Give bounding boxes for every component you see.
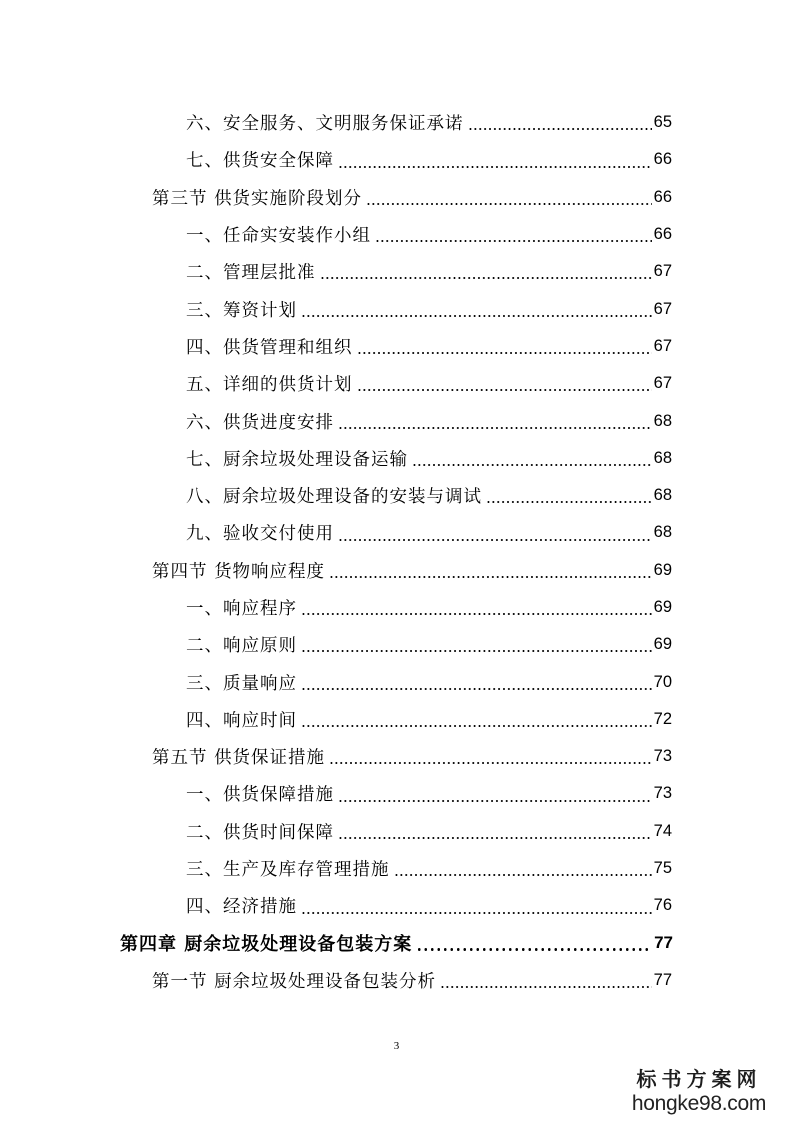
toc-entry-item[interactable] [0, 328, 793, 365]
toc-entry-item[interactable] [0, 663, 793, 700]
toc-entry-title: 第四节 货物响应程度 [152, 561, 326, 582]
toc-entry-title: 第四章 厨余垃圾处理设备包装方案 [120, 934, 413, 956]
toc-entry-page: 66 [653, 187, 672, 206]
toc-entry-page: 67 [653, 336, 672, 355]
toc-entry-item[interactable] [0, 141, 793, 178]
toc-entry-page: 77 [653, 970, 672, 989]
toc-entry-title: 四、供货管理和组织 [186, 337, 353, 358]
toc-entry-section[interactable] [0, 962, 793, 999]
toc-dot-leader [357, 352, 652, 354]
toc-entry-page: 73 [653, 784, 672, 803]
toc-dot-leader [329, 576, 652, 578]
toc-entry-title: 第五节 供货保证措施 [152, 748, 326, 769]
toc-dot-leader [416, 948, 652, 951]
toc-dot-leader [366, 203, 652, 205]
toc-entry-page: 69 [653, 598, 672, 616]
watermark-url: hongke98.com [631, 1092, 767, 1115]
table-of-contents [0, 104, 793, 999]
toc-entry-section[interactable] [0, 552, 793, 589]
toc-dot-leader [338, 166, 652, 168]
toc-entry-page: 69 [653, 635, 672, 654]
toc-entry-item[interactable] [0, 775, 793, 812]
toc-dot-leader [486, 501, 652, 503]
toc-entry-page: 68 [653, 486, 672, 505]
toc-entry-page: 67 [653, 262, 672, 281]
toc-entry-item[interactable] [0, 887, 793, 924]
toc-entry-title: 一、任命实安装作小组 [186, 226, 371, 247]
toc-entry-title: 九、验收交付使用 [186, 524, 334, 545]
toc-entry-page: 65 [653, 113, 672, 132]
toc-entry-section[interactable] [0, 179, 793, 216]
toc-entry-title: 三、质量响应 [186, 673, 297, 694]
toc-dot-leader [320, 277, 652, 279]
toc-dot-leader [338, 837, 652, 839]
toc-dot-leader [440, 986, 652, 988]
toc-entry-title: 第三节 供货实施阶段划分 [152, 188, 363, 209]
toc-entry-title: 一、响应程序 [186, 599, 297, 619]
toc-entry-page: 67 [653, 299, 672, 318]
toc-dot-leader [329, 762, 652, 764]
toc-entry-item[interactable] [0, 514, 793, 551]
toc-entry-title: 第一节 厨余垃圾处理设备包装分析 [152, 971, 437, 992]
toc-dot-leader [394, 874, 652, 876]
toc-entry-page: 68 [653, 448, 672, 467]
toc-entry-item[interactable] [0, 813, 793, 850]
toc-entry-item[interactable] [0, 290, 793, 327]
toc-entry-title: 四、响应时间 [186, 710, 297, 731]
toc-entry-item[interactable] [0, 104, 793, 141]
toc-entry-page: 66 [653, 150, 672, 169]
toc-entry-title: 二、响应原则 [186, 636, 297, 657]
toc-dot-leader [301, 912, 652, 914]
toc-entry-title: 二、管理层批准 [186, 263, 316, 284]
toc-entry-title: 五、详细的供货计划 [186, 375, 353, 396]
toc-entry-item[interactable] [0, 701, 793, 738]
toc-dot-leader [338, 800, 652, 802]
toc-entry-item[interactable] [0, 850, 793, 887]
toc-entry-section[interactable] [0, 738, 793, 775]
toc-entry-item[interactable] [0, 365, 793, 402]
toc-dot-leader [301, 725, 652, 727]
toc-entry-title: 六、安全服务、文明服务保证承诺 [186, 114, 464, 135]
toc-entry-title: 二、供货时间保障 [186, 822, 334, 843]
toc-entry-page: 66 [653, 225, 672, 244]
toc-entry-title: 六、供货进度安排 [186, 412, 334, 433]
toc-dot-leader [468, 128, 652, 130]
toc-entry-page: 74 [653, 821, 672, 840]
toc-entry-page: 68 [653, 411, 672, 430]
toc-entry-page: 69 [653, 560, 672, 579]
toc-entry-chapter[interactable] [0, 925, 793, 962]
toc-dot-leader [301, 688, 652, 690]
toc-entry-title: 一、供货保障措施 [186, 785, 334, 806]
toc-entry-page: 73 [653, 747, 672, 766]
toc-entry-title: 八、厨余垃圾处理设备的安装与调试 [186, 487, 482, 508]
toc-dot-leader [301, 650, 652, 652]
toc-dot-leader [375, 240, 652, 242]
watermark-name: 标书方案网 [636, 1067, 762, 1091]
toc-entry-title: 七、供货安全保障 [186, 151, 334, 172]
toc-dot-leader [357, 389, 652, 391]
toc-dot-leader [301, 315, 652, 317]
toc-dot-leader [301, 613, 652, 615]
toc-entry-item[interactable] [0, 216, 793, 253]
page-number: 3 [393, 1040, 400, 1052]
toc-entry-page: 77 [654, 933, 673, 953]
toc-dot-leader [338, 427, 652, 429]
toc-entry-title: 四、经济措施 [186, 897, 297, 918]
toc-entry-item[interactable] [0, 589, 793, 626]
toc-dot-leader [412, 464, 652, 466]
toc-entry-item[interactable] [0, 402, 793, 439]
toc-entry-title: 七、厨余垃圾处理设备运输 [186, 449, 408, 470]
toc-entry-item[interactable] [0, 626, 793, 663]
watermark-logo [619, 1066, 779, 1116]
toc-entry-page: 72 [653, 709, 672, 728]
toc-dot-leader [338, 539, 652, 541]
toc-entry-item[interactable] [0, 253, 793, 290]
toc-entry-title: 三、生产及库存管理措施 [186, 860, 390, 881]
toc-entry-page: 68 [653, 523, 672, 542]
toc-entry-item[interactable] [0, 477, 793, 514]
toc-entry-page: 76 [653, 896, 672, 915]
toc-entry-page: 67 [653, 374, 672, 393]
toc-entry-item[interactable] [0, 440, 793, 477]
toc-entry-page: 70 [653, 672, 672, 691]
toc-entry-page: 75 [653, 859, 672, 878]
toc-entry-title: 三、筹资计划 [186, 300, 297, 321]
